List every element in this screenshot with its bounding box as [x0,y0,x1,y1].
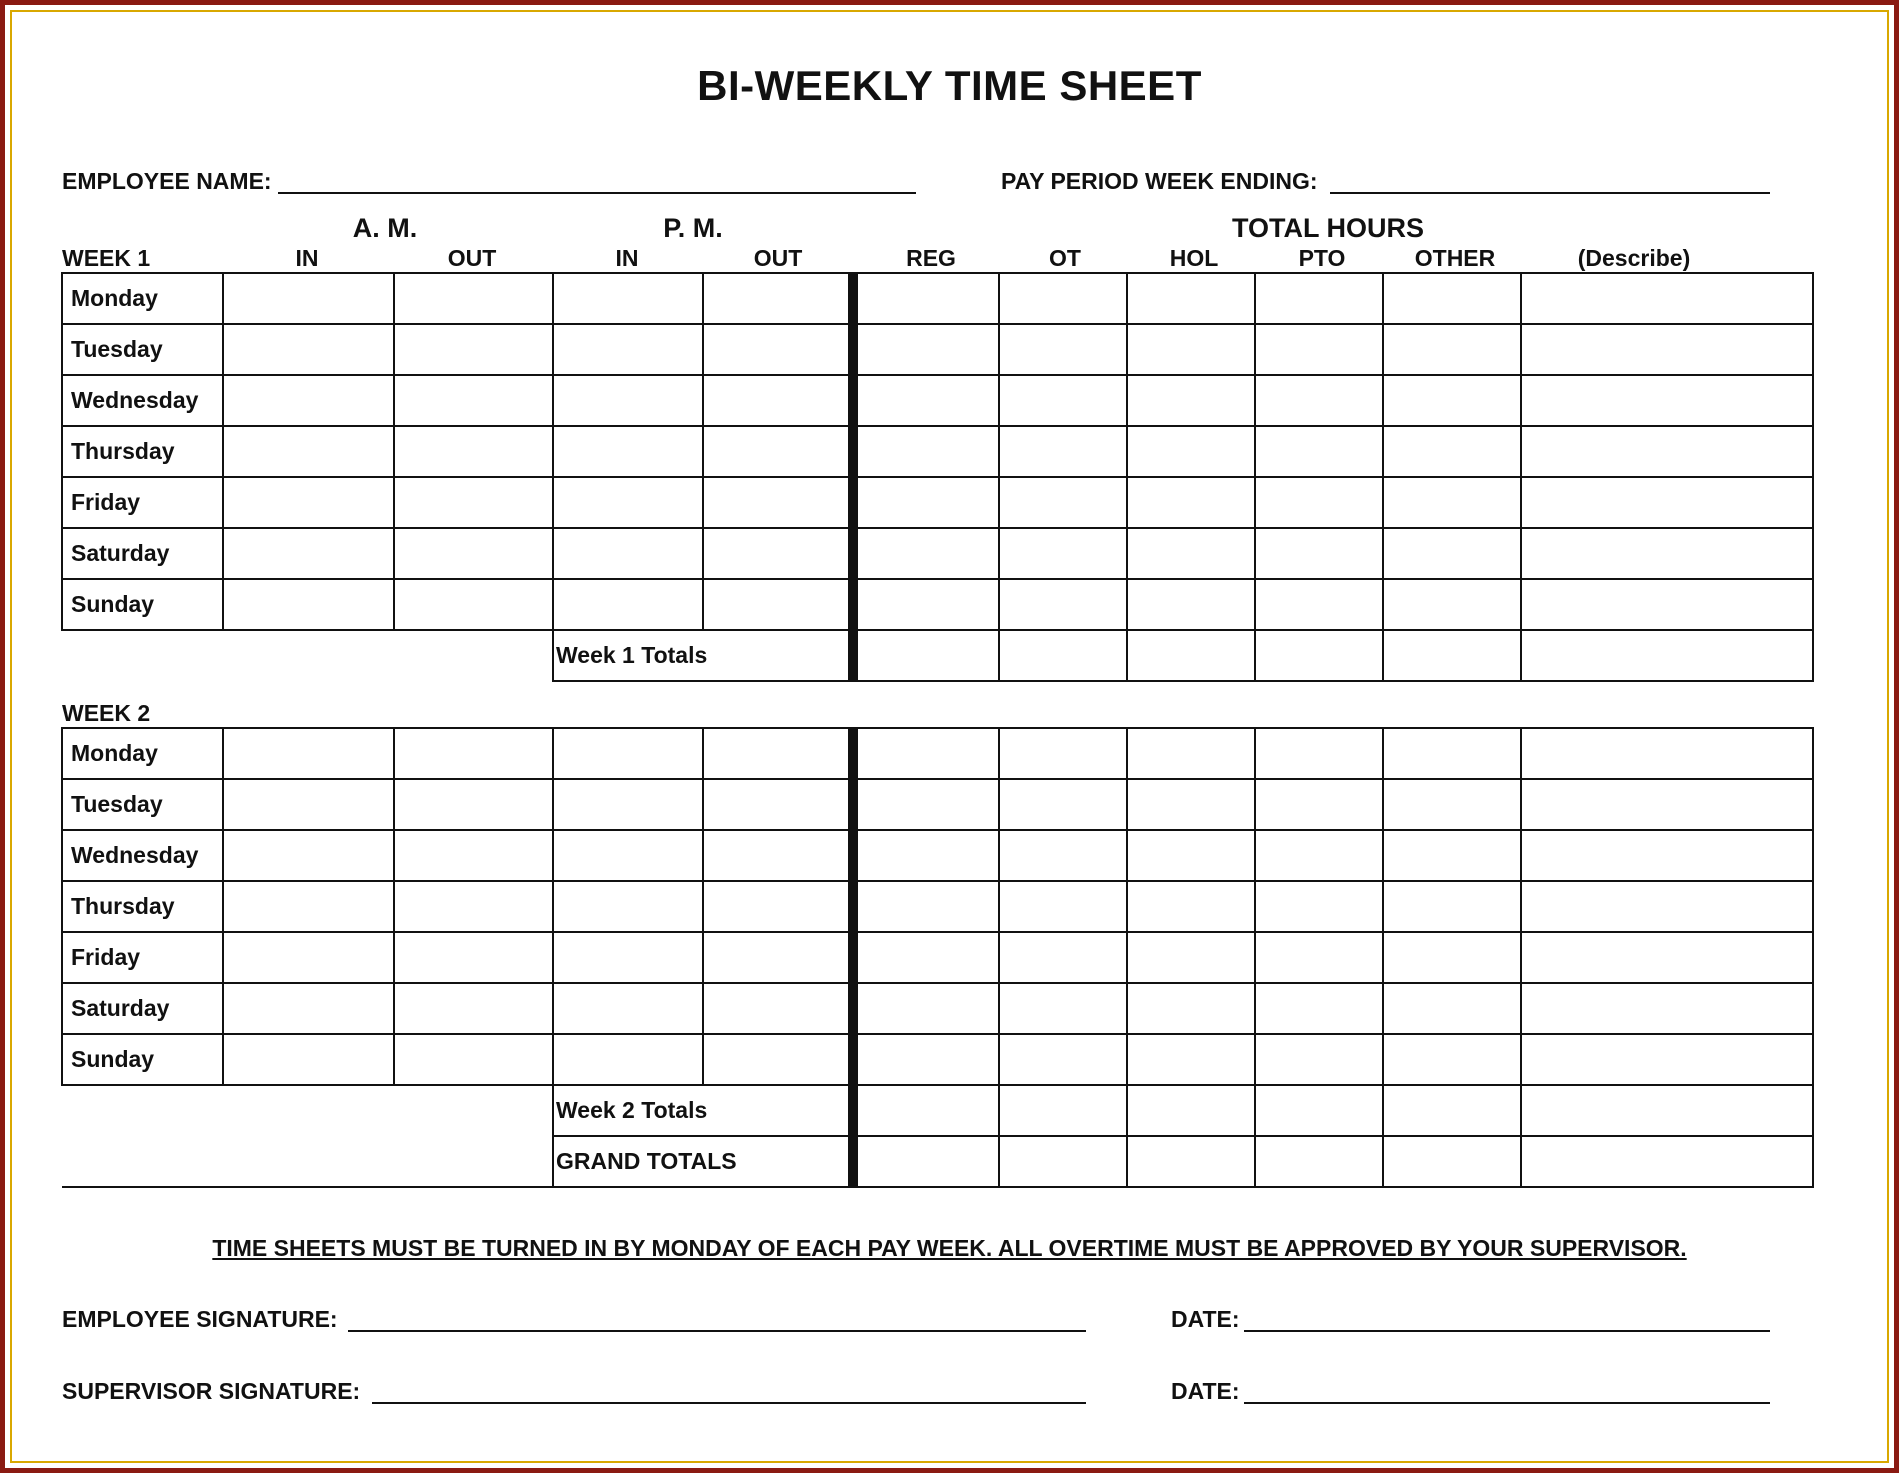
other-total-cell[interactable] [1383,630,1521,681]
col-am-in: IN [295,245,319,271]
reg-cell[interactable] [853,983,999,1034]
reg-cell[interactable] [853,579,999,630]
am-out-cell[interactable] [394,273,553,324]
ot-cell[interactable] [999,375,1127,426]
day-label: Monday [62,273,223,324]
pm-in-cell[interactable] [553,426,703,477]
am-in-cell[interactable] [223,426,394,477]
other-total-cell[interactable] [1383,1085,1521,1136]
am-out-cell[interactable] [394,477,553,528]
reg-total-cell[interactable] [853,1085,999,1136]
week1-row-saturday [62,528,1813,579]
other-cell[interactable] [1383,932,1521,983]
pto-cell[interactable] [1255,324,1383,375]
am-out-cell[interactable] [394,324,553,375]
other-cell[interactable] [1383,579,1521,630]
reg-cell[interactable] [853,1034,999,1085]
reg-cell[interactable] [853,375,999,426]
pm-in-cell[interactable] [553,983,703,1034]
day-label: Friday [62,932,223,983]
pm-out-cell[interactable] [703,426,853,477]
pm-in-cell[interactable] [553,728,703,779]
pm-out-cell[interactable] [703,324,853,375]
supervisor-signature-label: SUPERVISOR SIGNATURE: [62,1378,361,1404]
pm-group-heading: P. M. [663,213,723,243]
describe-cell[interactable] [1521,477,1813,528]
day-label: Sunday [62,579,223,630]
pto-grand-total-cell[interactable] [1255,1136,1383,1187]
week1-row-tuesday [62,324,1813,375]
other-cell[interactable] [1383,728,1521,779]
week2-row-wednesday [62,830,1813,881]
other-cell[interactable] [1383,477,1521,528]
week1-row-friday [62,477,1813,528]
am-out-cell[interactable] [394,932,553,983]
other-cell[interactable] [1383,881,1521,932]
describe-cell[interactable] [1521,779,1813,830]
other-cell[interactable] [1383,528,1521,579]
pm-in-cell[interactable] [553,779,703,830]
reg-grand-total-cell[interactable] [853,1136,999,1187]
other-cell[interactable] [1383,830,1521,881]
week2-row-saturday [62,983,1813,1034]
week2-totals-spacer [62,1085,553,1187]
pm-in-cell[interactable] [553,881,703,932]
am-out-cell[interactable] [394,881,553,932]
pm-out-cell[interactable] [703,273,853,324]
ot-cell[interactable] [999,528,1127,579]
hol-cell[interactable] [1127,1034,1255,1085]
pm-out-cell[interactable] [703,983,853,1034]
pm-out-cell[interactable] [703,477,853,528]
am-out-cell[interactable] [394,375,553,426]
pm-out-cell[interactable] [703,375,853,426]
week2-label: WEEK 2 [62,700,151,726]
col-pm-in: IN [615,245,639,271]
pm-out-cell[interactable] [703,830,853,881]
ot-cell[interactable] [999,881,1127,932]
describe-cell[interactable] [1521,728,1813,779]
supervisor-date-field[interactable] [1244,1402,1770,1404]
supervisor-signature-field[interactable] [372,1402,1086,1404]
week2-totals-label: Week 2 Totals [553,1085,853,1136]
col-hol: HOL [1169,245,1219,271]
pm-in-cell[interactable] [553,579,703,630]
am-in-cell[interactable] [223,324,394,375]
hol-cell[interactable] [1127,881,1255,932]
employee-date-label: DATE: [1171,1306,1240,1332]
pm-out-cell[interactable] [703,932,853,983]
reg-cell[interactable] [853,273,999,324]
col-pm-out: OUT [753,245,803,271]
col-am-out: OUT [447,245,497,271]
pm-in-cell[interactable] [553,1034,703,1085]
other-cell[interactable] [1383,426,1521,477]
am-in-cell[interactable] [223,830,394,881]
pto-cell[interactable] [1255,779,1383,830]
col-reg: REG [906,245,956,271]
pto-cell[interactable] [1255,528,1383,579]
am-in-cell[interactable] [223,528,394,579]
pm-in-cell[interactable] [553,273,703,324]
hol-cell[interactable] [1127,324,1255,375]
describe-cell[interactable] [1521,983,1813,1034]
hol-cell[interactable] [1127,375,1255,426]
week2-table [61,727,1814,1188]
am-out-cell[interactable] [394,1034,553,1085]
am-out-cell[interactable] [394,579,553,630]
pm-in-cell[interactable] [553,932,703,983]
hol-cell[interactable] [1127,528,1255,579]
day-label: Thursday [62,881,223,932]
ot-cell[interactable] [999,779,1127,830]
pto-cell[interactable] [1255,983,1383,1034]
week1-totals-row [62,630,1813,681]
describe-cell[interactable] [1521,528,1813,579]
ot-cell[interactable] [999,324,1127,375]
day-label: Tuesday [62,779,223,830]
describe-cell[interactable] [1521,426,1813,477]
pay-period-field[interactable] [1330,192,1770,194]
ot-cell[interactable] [999,477,1127,528]
pm-in-cell[interactable] [553,830,703,881]
pm-in-cell[interactable] [553,324,703,375]
total-hours-heading: TOTAL HOURS [1231,213,1424,243]
pto-total-cell[interactable] [1255,630,1383,681]
pto-cell[interactable] [1255,426,1383,477]
employee-signature-label: EMPLOYEE SIGNATURE: [62,1306,338,1332]
am-in-cell[interactable] [223,779,394,830]
ot-cell[interactable] [999,983,1127,1034]
reg-total-cell[interactable] [853,630,999,681]
employee-date-field[interactable] [1244,1330,1770,1332]
am-in-cell[interactable] [223,983,394,1034]
pto-cell[interactable] [1255,728,1383,779]
ot-cell[interactable] [999,1034,1127,1085]
am-in-cell[interactable] [223,881,394,932]
am-out-cell[interactable] [394,830,553,881]
other-cell[interactable] [1383,324,1521,375]
hol-total-cell[interactable] [1127,630,1255,681]
other-cell[interactable] [1383,273,1521,324]
col-pto: PTO [1298,245,1346,271]
day-label: Saturday [62,528,223,579]
employee-name-label: EMPLOYEE NAME: [62,168,272,194]
describe-cell[interactable] [1521,932,1813,983]
ot-cell[interactable] [999,932,1127,983]
pm-out-cell[interactable] [703,779,853,830]
am-in-cell[interactable] [223,579,394,630]
pto-cell[interactable] [1255,579,1383,630]
other-cell[interactable] [1383,779,1521,830]
grand-totals-label: GRAND TOTALS [553,1136,853,1187]
reg-cell[interactable] [853,932,999,983]
day-label: Thursday [62,426,223,477]
hol-cell[interactable] [1127,932,1255,983]
employee-signature-field[interactable] [348,1330,1086,1332]
week2-row-sunday [62,1034,1813,1085]
day-label: Friday [62,477,223,528]
describe-total-cell[interactable] [1521,630,1813,681]
pm-out-cell[interactable] [703,528,853,579]
reg-cell[interactable] [853,728,999,779]
hol-cell[interactable] [1127,830,1255,881]
day-label: Wednesday [62,830,223,881]
week1-row-wednesday [62,375,1813,426]
pto-cell[interactable] [1255,1034,1383,1085]
describe-cell[interactable] [1521,1034,1813,1085]
pto-cell[interactable] [1255,375,1383,426]
reg-cell[interactable] [853,426,999,477]
reg-cell[interactable] [853,477,999,528]
pm-out-cell[interactable] [703,881,853,932]
am-in-cell[interactable] [223,273,394,324]
week1-totals-label: Week 1 Totals [553,630,853,681]
ot-total-cell[interactable] [999,1085,1127,1136]
week2-row-thursday [62,881,1813,932]
pto-cell[interactable] [1255,273,1383,324]
week2-totals-row [62,1085,1813,1136]
ot-cell[interactable] [999,273,1127,324]
am-out-cell[interactable] [394,983,553,1034]
describe-total-cell[interactable] [1521,1085,1813,1136]
hol-cell[interactable] [1127,426,1255,477]
hol-cell[interactable] [1127,983,1255,1034]
day-label: Monday [62,728,223,779]
week1-row-sunday [62,579,1813,630]
am-out-cell[interactable] [394,528,553,579]
pm-in-cell[interactable] [553,375,703,426]
describe-cell[interactable] [1521,273,1813,324]
pm-out-cell[interactable] [703,579,853,630]
submission-notice: TIME SHEETS MUST BE TURNED IN BY MONDAY OF EACH PAY WEEK. ALL OVERTIME MUST BE APPROVED BY YOUR SUPERVISOR. [212,1235,1687,1261]
ot-cell[interactable] [999,426,1127,477]
col-other: OTHER [1414,245,1496,271]
col-describe: (Describe) [1577,245,1691,271]
week1-table [61,272,1814,682]
describe-cell[interactable] [1521,881,1813,932]
week1-totals-spacer [62,630,553,681]
am-in-cell[interactable] [223,728,394,779]
week2-row-monday [62,728,1813,779]
other-cell[interactable] [1383,1034,1521,1085]
other-cell[interactable] [1383,375,1521,426]
week1-label: WEEK 1 [62,245,151,271]
describe-cell[interactable] [1521,579,1813,630]
pm-in-cell[interactable] [553,477,703,528]
ot-cell[interactable] [999,728,1127,779]
pto-cell[interactable] [1255,830,1383,881]
ot-cell[interactable] [999,579,1127,630]
reg-cell[interactable] [853,528,999,579]
describe-cell[interactable] [1521,375,1813,426]
other-grand-total-cell[interactable] [1383,1136,1521,1187]
am-group-heading: A. M. [352,213,418,243]
pm-out-cell[interactable] [703,1034,853,1085]
hol-grand-total-cell[interactable] [1127,1136,1255,1187]
hol-cell[interactable] [1127,273,1255,324]
describe-grand-total-cell[interactable] [1521,1136,1813,1187]
pay-period-label: PAY PERIOD WEEK ENDING: [1001,168,1318,194]
pm-in-cell[interactable] [553,528,703,579]
pto-cell[interactable] [1255,932,1383,983]
supervisor-date-label: DATE: [1171,1378,1240,1404]
reg-cell[interactable] [853,830,999,881]
reg-cell[interactable] [853,324,999,375]
am-in-cell[interactable] [223,932,394,983]
ot-total-cell[interactable] [999,630,1127,681]
hol-cell[interactable] [1127,579,1255,630]
am-out-cell[interactable] [394,779,553,830]
am-in-cell[interactable] [223,375,394,426]
reg-cell[interactable] [853,779,999,830]
reg-cell[interactable] [853,881,999,932]
day-label: Sunday [62,1034,223,1085]
day-label: Wednesday [62,375,223,426]
other-cell[interactable] [1383,983,1521,1034]
am-out-cell[interactable] [394,728,553,779]
am-out-cell[interactable] [394,426,553,477]
hol-cell[interactable] [1127,477,1255,528]
week2-row-friday [62,932,1813,983]
am-in-cell[interactable] [223,477,394,528]
day-label: Tuesday [62,324,223,375]
day-label: Saturday [62,983,223,1034]
am-in-cell[interactable] [223,1034,394,1085]
hol-total-cell[interactable] [1127,1085,1255,1136]
pm-out-cell[interactable] [703,728,853,779]
page-title: BI-WEEKLY TIME SHEET [697,62,1202,109]
describe-cell[interactable] [1521,324,1813,375]
week2-row-tuesday [62,779,1813,830]
hol-cell[interactable] [1127,728,1255,779]
employee-name-field[interactable] [278,192,916,194]
describe-cell[interactable] [1521,830,1813,881]
pto-cell[interactable] [1255,881,1383,932]
ot-cell[interactable] [999,830,1127,881]
ot-grand-total-cell[interactable] [999,1136,1127,1187]
col-ot: OT [1049,245,1081,271]
week1-row-thursday [62,426,1813,477]
pto-total-cell[interactable] [1255,1085,1383,1136]
hol-cell[interactable] [1127,779,1255,830]
pto-cell[interactable] [1255,477,1383,528]
week1-row-monday [62,273,1813,324]
